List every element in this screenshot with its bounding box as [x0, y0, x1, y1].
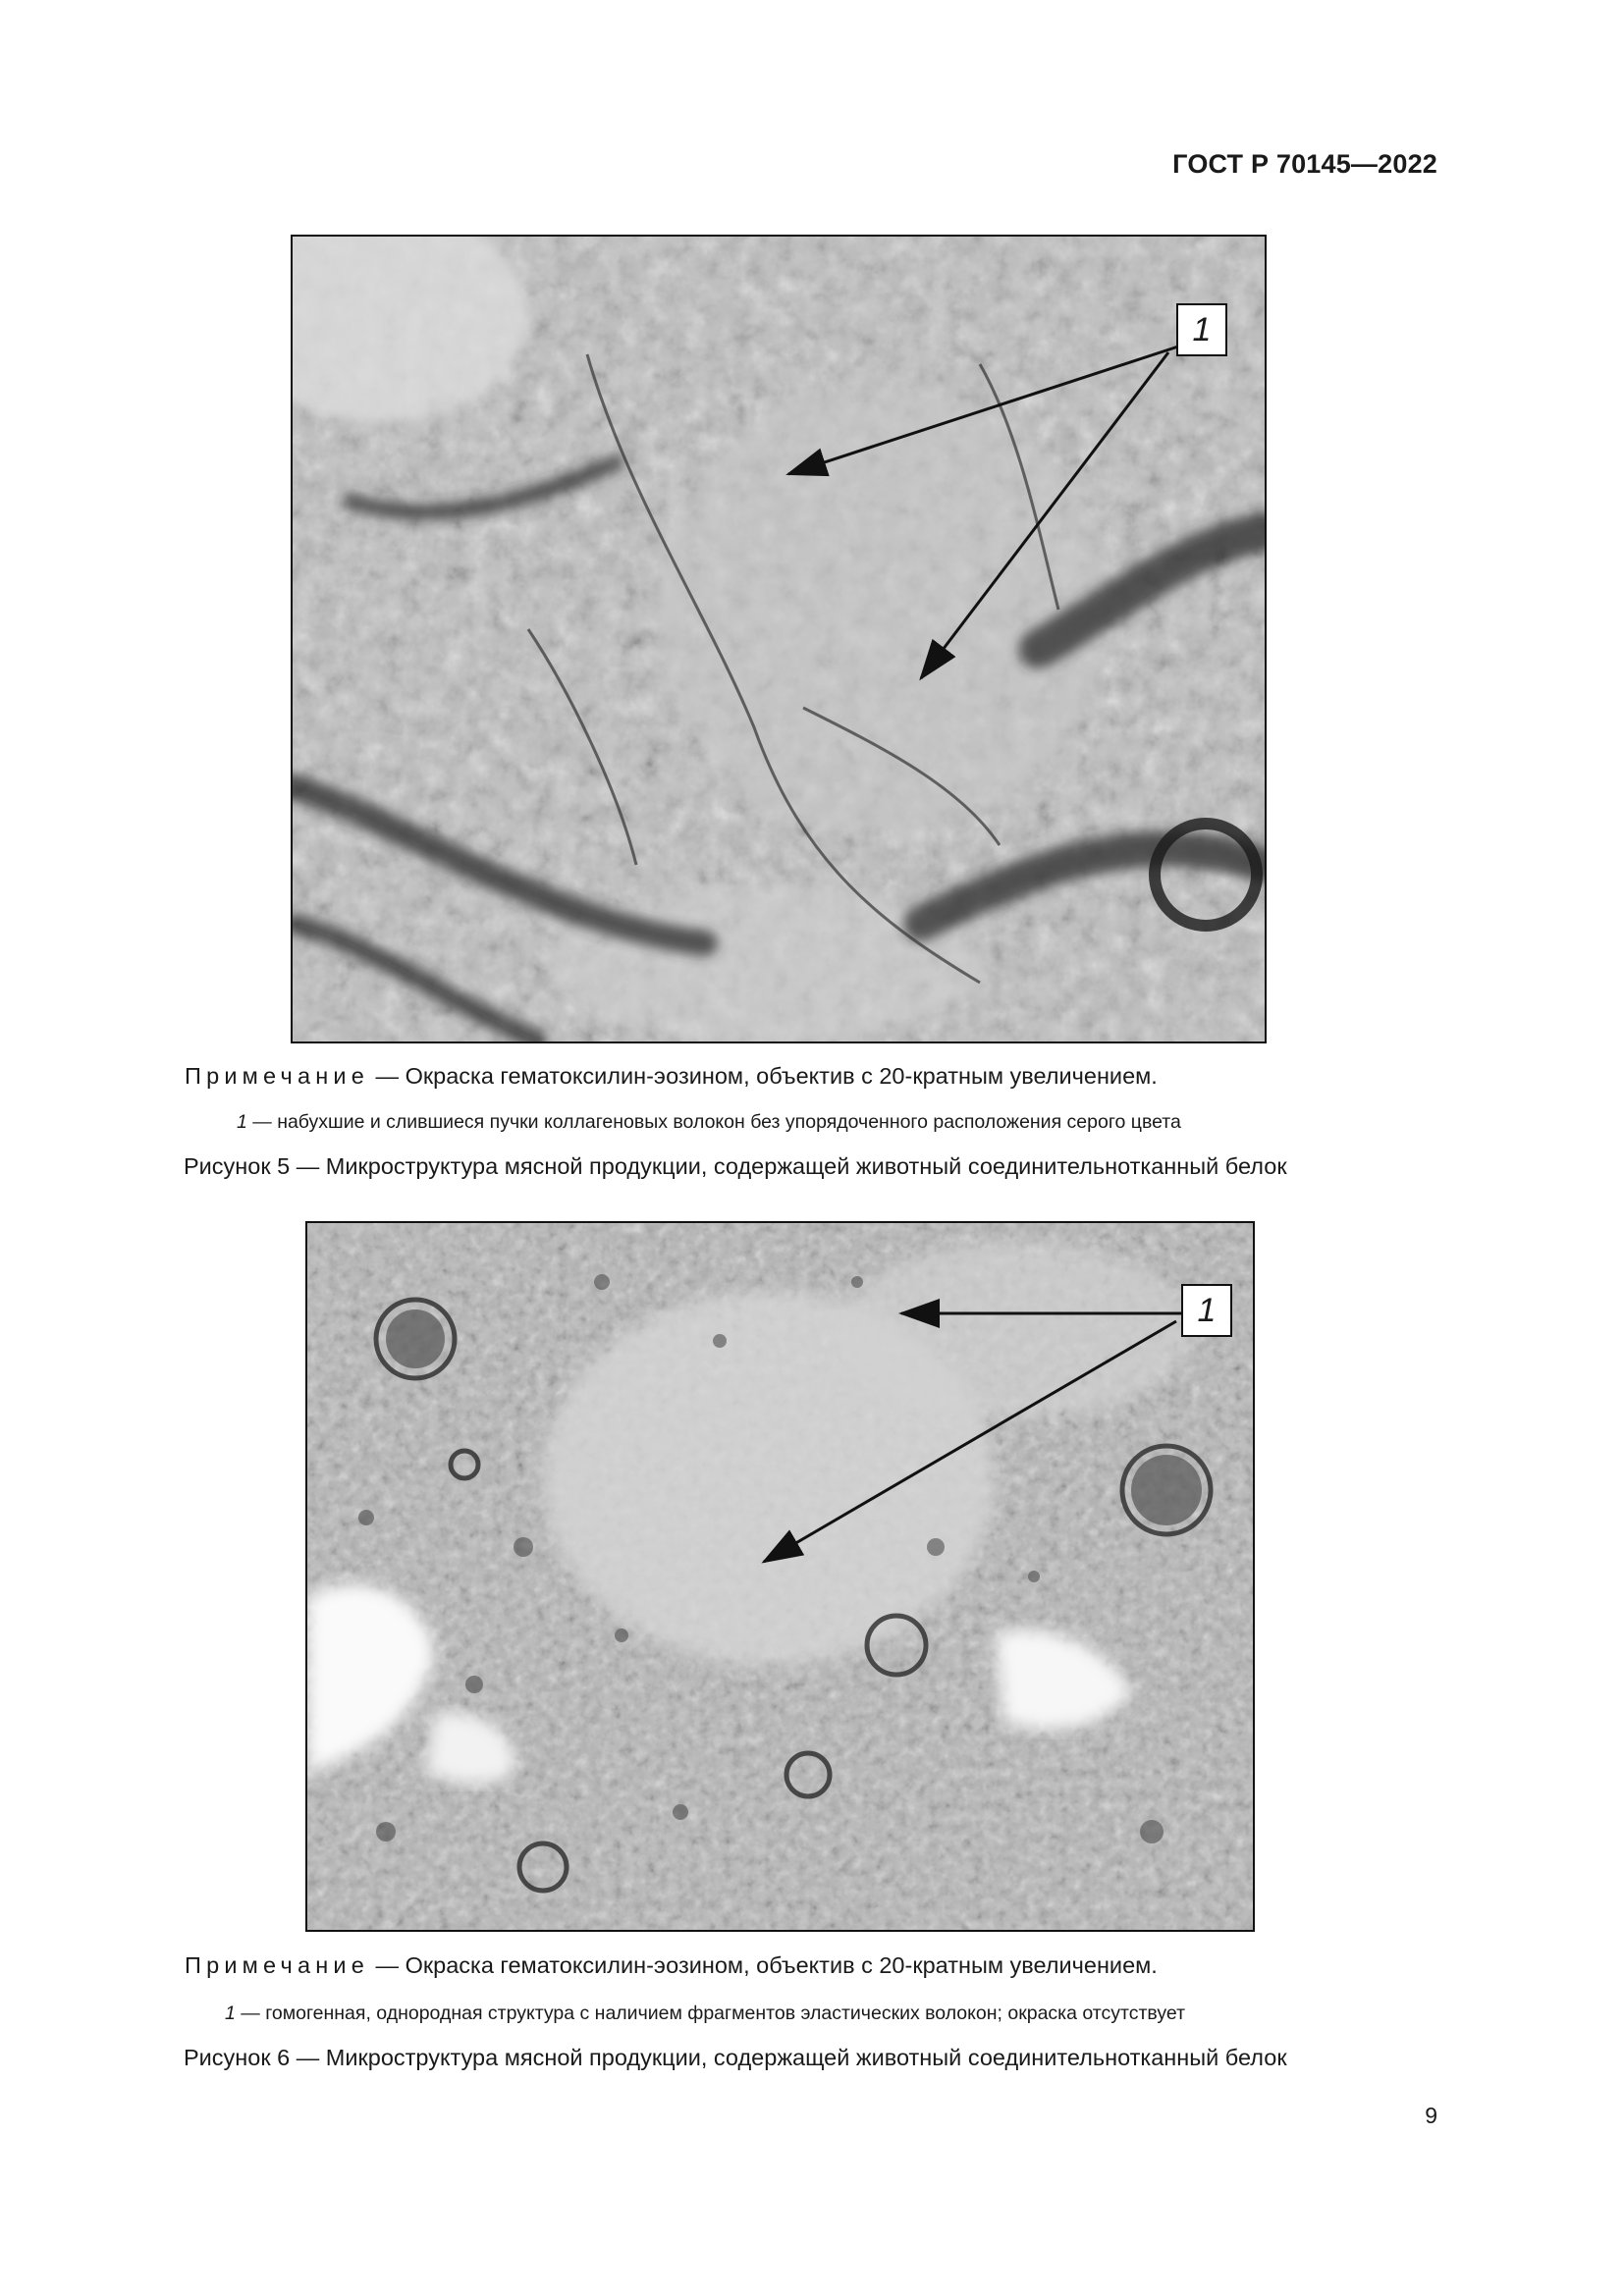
micrograph-figure-6: [305, 1221, 1255, 1932]
legend-number: 1: [237, 1111, 247, 1133]
micrograph-5-image: [293, 237, 1265, 1041]
callout-label-1: 1: [1176, 303, 1227, 356]
micrograph-6-image: [307, 1223, 1253, 1930]
legend-number: 1: [225, 2002, 236, 2024]
figure-5-caption: Рисунок 5 — Микроструктура мясной продукции, содержащей животный соединительнотканный белок: [184, 1153, 1287, 1179]
note-label: Примечание: [185, 1063, 370, 1089]
callout-label-1: 1: [1181, 1284, 1232, 1337]
legend-text: — набухшие и слившиеся пучки коллагеновых волокон без упорядоченного расположения серого цвета: [246, 1111, 1181, 1133]
note-text: — Окраска гематоксилин-эозином, объектив с 20-кратным увеличением.: [369, 1063, 1158, 1089]
page-number: 9: [1425, 2103, 1437, 2128]
figure-5-note: [185, 1063, 1158, 1090]
legend-text: — гомогенная, однородная структура с наличием фрагментов эластических волокон; окраска отсутствует: [235, 2002, 1186, 2024]
figure-6-note: [185, 1952, 1158, 1979]
micrograph-figure-5: [291, 235, 1267, 1043]
note-text: — Окраска гематоксилин-эозином, объектив с 20-кратным увеличением.: [369, 1952, 1158, 1978]
document-code: ГОСТ Р 70145—2022: [1172, 149, 1437, 179]
note-label: Примечание: [185, 1952, 370, 1978]
figure-6-legend: [225, 2002, 1185, 2025]
figure-5-legend: [237, 1111, 1181, 1134]
figure-6-caption: Рисунок 6 — Микроструктура мясной продукции, содержащей животный соединительнотканный белок: [184, 2045, 1287, 2070]
